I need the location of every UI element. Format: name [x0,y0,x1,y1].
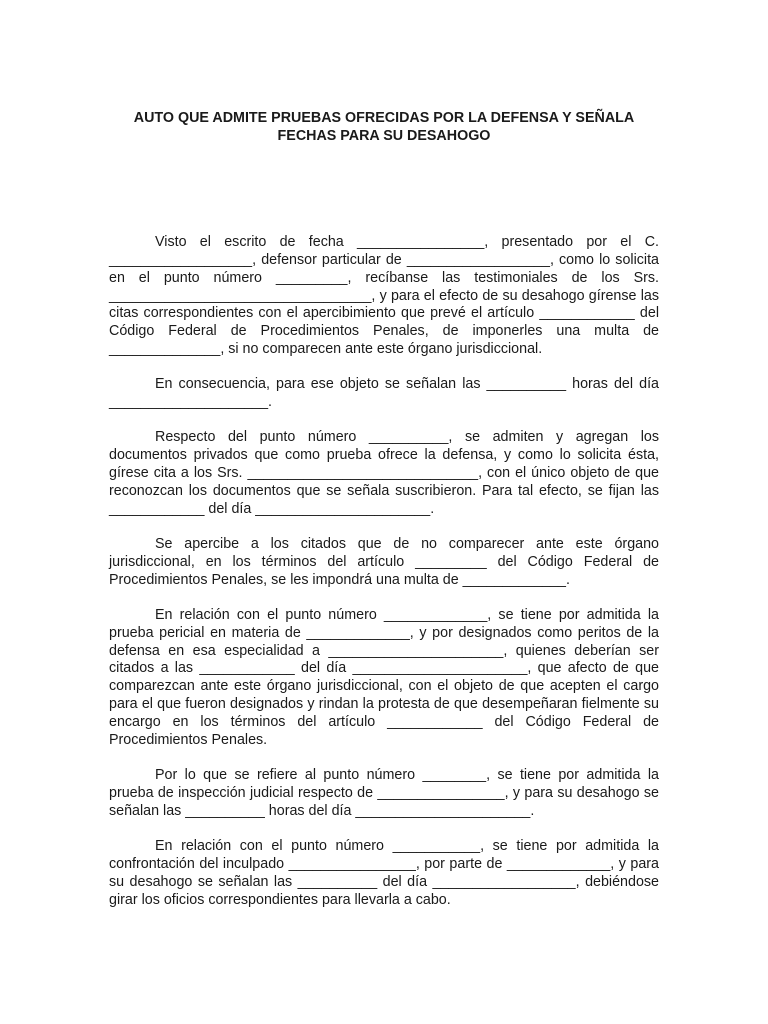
paragraph-inspeccion: Por lo que se refiere al punto número ________, se tiene por admitida la prueba de inspección judicial respecto de ________________, y para su desahogo se señalan las __________ horas del día ______________________. [109,767,659,819]
paragraph-documentos: Respecto del punto número __________, se admiten y agregan los documentos privados que como prueba ofrece la defensa, y como lo solicita ésta, gírese cita a los Srs. _____________________________, con el único objeto de que reconozcan los documentos que se señala suscribieron. Para tal efecto, se fijan las ____________ del día ______________________. [109,429,659,517]
title-line-1: AUTO QUE ADMITE PRUEBAS OFRECIDAS POR LA DEFENSA Y SEÑALA [133,110,635,126]
paragraph-pericial: En relación con el punto número _____________, se tiene por admitida la prueba pericial en materia de _____________, y por designados como peritos de la defensa en esa especialidad a ______________________, quienes deberían ser citados a las ____________ del día ______________________, que afecto de que comparezcan ante este órgano jurisdiccional, con el objeto de que acepten el cargo para el que fueron designados y rindan la protesta de que desempeñaran fielmente su encargo en los términos del artículo ____________ del Código Federal de Procedimientos Penales. [109,606,659,748]
document-title [100,109,668,145]
title-line-2: FECHAS PARA SU DESAHOGO [277,128,491,144]
paragraph-confrontacion: En relación con el punto número ___________, se tiene por admitida la confrontación del inculpado ________________, por parte de _____________, y para su desahogo se señalan las __________ del día __________________, debiéndose girar los oficios correspondientes para llevarla a cabo. [109,837,659,908]
document-body [109,234,659,927]
paragraph-apercibimiento: Se apercibe a los citados que de no comparecer ante este órgano jurisdiccional, en los términos del artículo _________ del Código Federal de Procedimientos Penales, se les impondrá una multa de _____________. [109,535,659,588]
paragraph-consecuencia: En consecuencia, para ese objeto se señalan las __________ horas del día ____________________. [109,376,659,411]
paragraph-visto: Visto el escrito de fecha ________________, presentado por el C. __________________, defensor particular de __________________, como lo solicita en el punto número _________, recíbanse las testimoniales de los Srs. _________________________________, y para el efecto de su desahogo gírense las citas correspondientes con el apercibimiento que prevé el artículo ____________ del Código Federal de Procedimientos Penales, de imponerles una multa de ______________, si no comparecen ante este órgano jurisdiccional. [109,234,659,358]
